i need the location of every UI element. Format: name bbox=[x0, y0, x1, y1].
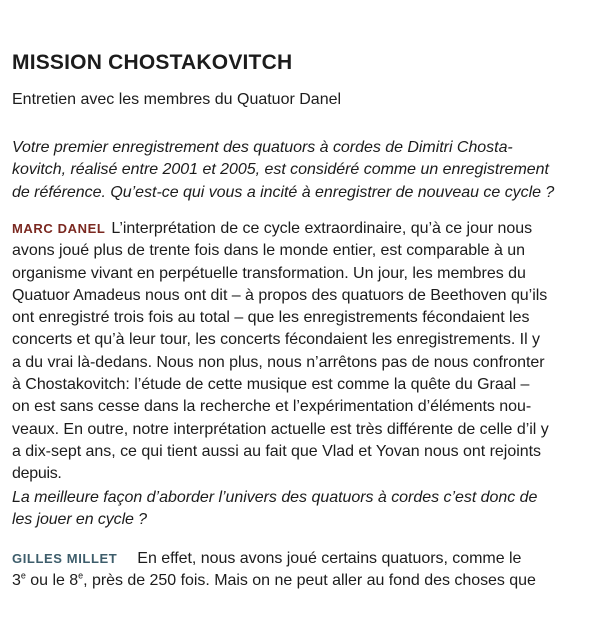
answer-line bbox=[12, 548, 592, 570]
question-line: les jouer en cycle ? bbox=[12, 511, 147, 529]
question-line: La meilleure façon d’aborder l’univers des quatuors à cordes c’est donc de bbox=[12, 489, 538, 506]
answer-line: depuis. bbox=[12, 465, 62, 483]
speaker-name-marc-danel: MARC DANEL bbox=[12, 221, 106, 236]
answer-line: concerts et qu’à leur tour, les concerts fécondaient les enregistrements. Il y bbox=[12, 331, 541, 349]
answer-text: L’interprétation de ce cycle extraordinaire, qu’à ce jour nous bbox=[111, 220, 533, 237]
answer-line bbox=[12, 218, 592, 240]
answer-line: veaux. En outre, notre interprétation actuelle est très différente de celle d’il y bbox=[12, 420, 549, 438]
interview-answer-2 bbox=[12, 548, 592, 593]
answer-line: ont enregistré trois fois au total – que les enregistrements fécondaient les bbox=[12, 309, 530, 327]
interview-question-1 bbox=[12, 137, 592, 204]
question-line: kovitch, réalisé entre 2001 et 2005, est considéré comme un enregistrement bbox=[12, 161, 549, 179]
interview-question-2 bbox=[12, 487, 592, 532]
answer-line: 3e ou le 8e, près de 250 fois. Mais on ne peut aller au fond des choses que bbox=[12, 570, 536, 590]
answer-line: organisme vivant en perpétuelle transformation. Un jour, les membres du bbox=[12, 264, 526, 282]
article-subtitle: Entretien avec les membres du Quatuor Danel bbox=[12, 91, 342, 108]
answer-line: avons joué plus de trente fois dans le monde entier, est comparable à un bbox=[12, 242, 525, 260]
answer-line: on est sans cesse dans la recherche et l’expérimentation d’éléments nou- bbox=[12, 398, 532, 416]
speaker-name-gilles-millet: GILLES MILLET bbox=[12, 551, 118, 566]
answer-line: à Chostakovitch: l’étude de cette musique est comme la quête du Graal – bbox=[12, 376, 530, 394]
answer-line: a du vrai là-dedans. Nous non plus, nous n’arrêtons pas de nous confronter bbox=[12, 353, 545, 371]
article-title: MISSION CHOSTAKOVITCH bbox=[12, 51, 293, 74]
question-line: Votre premier enregistrement des quatuors à cordes de Dimitri Chosta- bbox=[12, 139, 513, 156]
answer-text: En effet, nous avons joué certains quatuors, comme le bbox=[137, 550, 522, 567]
answer-line: Quatuor Amadeus nous ont dit – à propos des quatuors de Beethoven qu’ils bbox=[12, 286, 548, 304]
interview-answer-1 bbox=[12, 218, 592, 486]
question-line: de référence. Qu’est-ce qui vous a incité à enregistrer de nouveau ce cycle ? bbox=[12, 183, 555, 201]
answer-line: a dix-sept ans, ce qui tient aussi au fait que Vlad et Yovan nous ont rejoints bbox=[12, 442, 541, 460]
